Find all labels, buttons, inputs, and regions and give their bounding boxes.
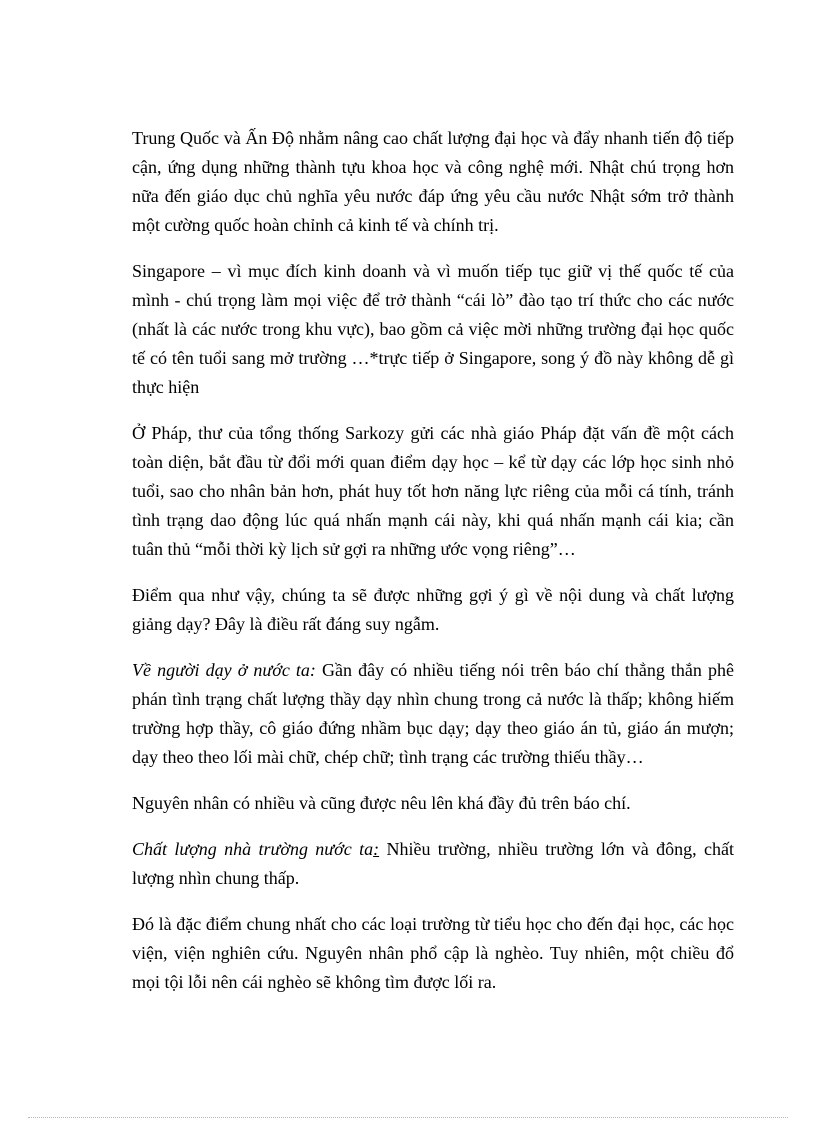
paragraph-text: Nguyên nhân có nhiều và cũng được nêu lên khá đầy đủ trên báo chí. bbox=[132, 793, 631, 813]
paragraph-lead-heading: Về người dạy ở nước ta: bbox=[132, 660, 316, 680]
paragraph-teachers bbox=[132, 656, 734, 772]
paragraph-text: Đó là đặc điểm chung nhất cho các loại trường từ tiểu học cho đến đại học, các học viện, viện nghiên cứu. Nguyên nhân phổ cập là nghèo. Tuy nhiên, một chiều đổ mọi tội lỗi nên cái nghèo sẽ không tìm được lối ra. bbox=[132, 914, 734, 992]
paragraph-text: Ở Pháp, thư của tổng thống Sarkozy gửi các nhà giáo Pháp đặt vấn đề một cách toàn diện, bắt đầu từ đổi mới quan điểm dạy học – kể từ dạy các lớp học sinh nhỏ tuổi, sao cho nhân bản hơn, phát huy tốt hơn năng lực riêng của mỗi cá tính, tránh tình trạng dao động lúc quá nhấn mạnh cái này, khi quá nhấn mạnh cái kia; cần tuân thủ “mỗi thời kỳ lịch sử gợi ra những ước vọng riêng”… bbox=[132, 423, 734, 559]
paragraph-text: Trung Quốc và Ấn Độ nhằm nâng cao chất lượng đại học và đẩy nhanh tiến độ tiếp cận, ứng dụng những thành tựu khoa học và công nghệ mới. Nhật chú trọng hơn nữa đến giáo dục chủ nghĩa yêu nước đáp ứng yêu cầu nước Nhật sớm trở thành một cường quốc hoàn chỉnh cả kinh tế và chính trị. bbox=[132, 128, 734, 235]
paragraph-characteristics bbox=[132, 910, 734, 997]
paragraph-east-asia bbox=[132, 124, 734, 240]
paragraph-school-quality bbox=[132, 835, 734, 893]
document-body bbox=[132, 124, 734, 1014]
paragraph-text: Gần đây có nhiều tiếng nói trên báo chí thẳng thắn phê phán tình trạng chất lượng thầy dạy nhìn chung trong cả nước là thấp; không hiếm trường hợp thầy, cô giáo đứng nhầm bục dạy; dạy theo giáo án tủ, giáo án mượn; dạy theo theo lối mài chữ, chép chữ; tình trạng các trường thiếu thầy… bbox=[132, 660, 734, 767]
paragraph-text: Nhiều trường, nhiều trường lớn và đông, chất lượng nhìn chung thấp. bbox=[132, 839, 734, 888]
paragraph-singapore bbox=[132, 257, 734, 402]
paragraph-lead-colon: : bbox=[373, 839, 380, 859]
paragraph-text: Điểm qua như vậy, chúng ta sẽ được những gợi ý gì về nội dung và chất lượng giảng dạy? Đây là điều rất đáng suy ngẫm. bbox=[132, 585, 734, 634]
paragraph-text: Singapore – vì mục đích kinh doanh và vì muốn tiếp tục giữ vị thế quốc tế của mình - chú trọng làm mọi việc để trở thành “cái lò” đào tạo trí thức cho các nước (nhất là các nước trong khu vực), bao gồm cả việc mời những trường đại học quốc tế có tên tuổi sang mở trường …*trực tiếp ở Singapore, song ý đồ này không dễ gì thực hiện bbox=[132, 261, 734, 397]
paragraph-causes bbox=[132, 789, 734, 818]
page-bottom-divider bbox=[28, 1117, 788, 1118]
paragraph-lead-heading: Chất lượng nhà trường nước ta bbox=[132, 839, 374, 859]
paragraph-reflection bbox=[132, 581, 734, 639]
paragraph-france bbox=[132, 419, 734, 564]
